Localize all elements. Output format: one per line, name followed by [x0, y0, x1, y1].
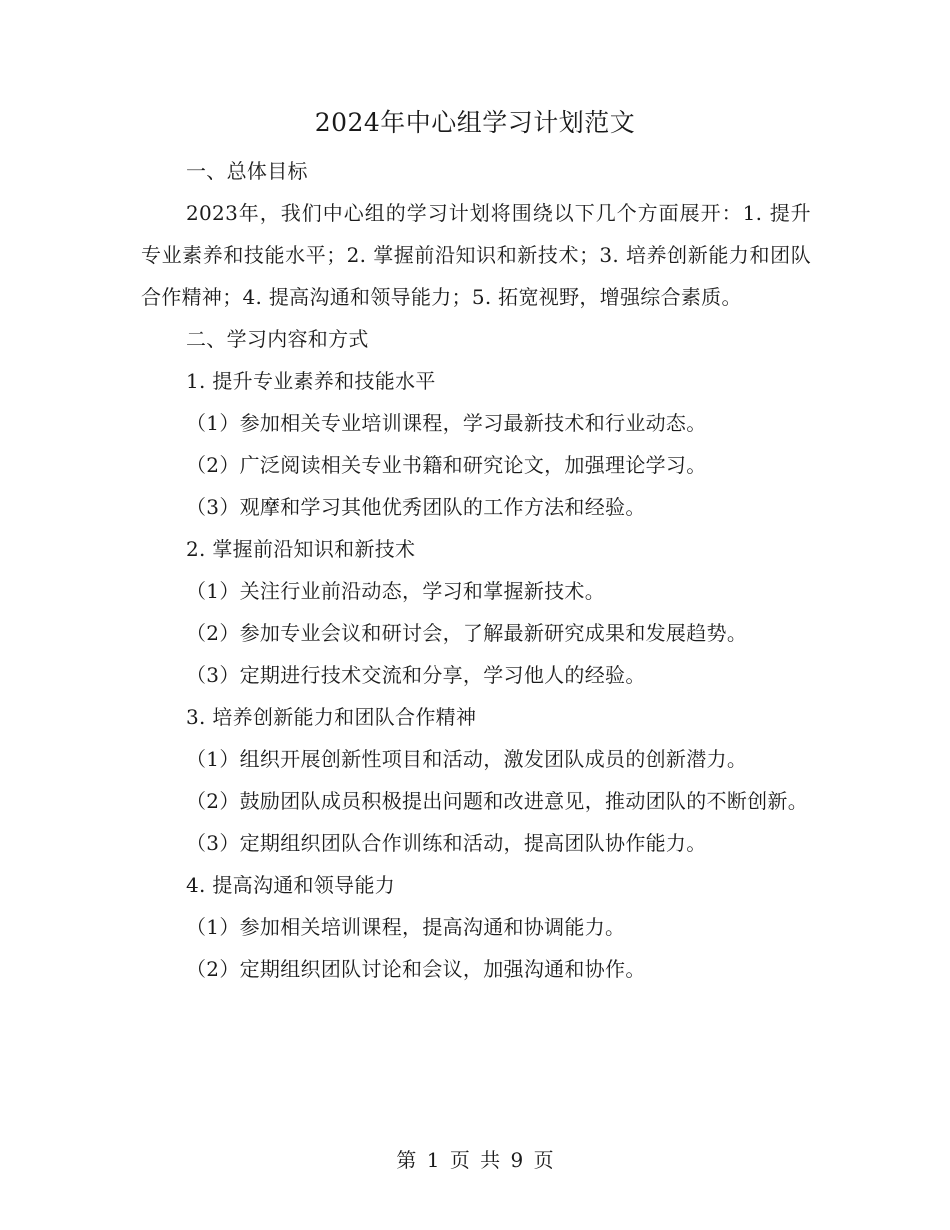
heading-content-and-methods: 二、学习内容和方式 — [186, 327, 369, 351]
list-item: （3）定期进行技术交流和分享，学习他人的经验。 — [186, 663, 646, 687]
page-footer: 第 1 页 共 9 页 — [396, 1148, 554, 1172]
heading-overall-goals: 一、总体目标 — [186, 159, 308, 183]
list-item: （1）关注行业前沿动态，学习和掌握新技术。 — [186, 579, 606, 603]
paragraph-goals-summary: 2023年，我们中心组的学习计划将围绕以下几个方面展开：1. 提升专业素养和技能水平；2. 掌握前沿知识和新技术；3. 培养创新能力和团队合作精神；4. 提高沟通和领导能力；5. 拓宽视野，增强综合素质。 — [141, 201, 811, 309]
list-item: （1）参加相关培训课程，提高沟通和协调能力。 — [186, 915, 626, 939]
subheading-3: 3. 培养创新能力和团队合作精神 — [186, 705, 477, 729]
list-item: （2）广泛阅读相关专业书籍和研究论文，加强理论学习。 — [186, 453, 707, 477]
subheading-2: 2. 掌握前沿知识和新技术 — [186, 537, 416, 561]
list-item: （3）定期组织团队合作训练和活动，提高团队协作能力。 — [186, 831, 707, 855]
list-item: （3）观摩和学习其他优秀团队的工作方法和经验。 — [186, 495, 646, 519]
list-item: （2）定期组织团队讨论和会议，加强沟通和协作。 — [186, 957, 646, 981]
list-item: （2）参加专业会议和研讨会，了解最新研究成果和发展趋势。 — [186, 621, 748, 645]
document-body — [141, 150, 811, 990]
subheading-4: 4. 提高沟通和领导能力 — [186, 873, 396, 897]
document-title: 2024年中心组学习计划范文 — [314, 108, 636, 137]
list-item: （1）参加相关专业培训课程，学习最新技术和行业动态。 — [186, 411, 707, 435]
subheading-1: 1. 提升专业素养和技能水平 — [186, 369, 436, 393]
list-item: （2）鼓励团队成员积极提出问题和改进意见，推动团队的不断创新。 — [186, 789, 809, 813]
list-item: （1）组织开展创新性项目和活动，激发团队成员的创新潜力。 — [186, 747, 748, 771]
